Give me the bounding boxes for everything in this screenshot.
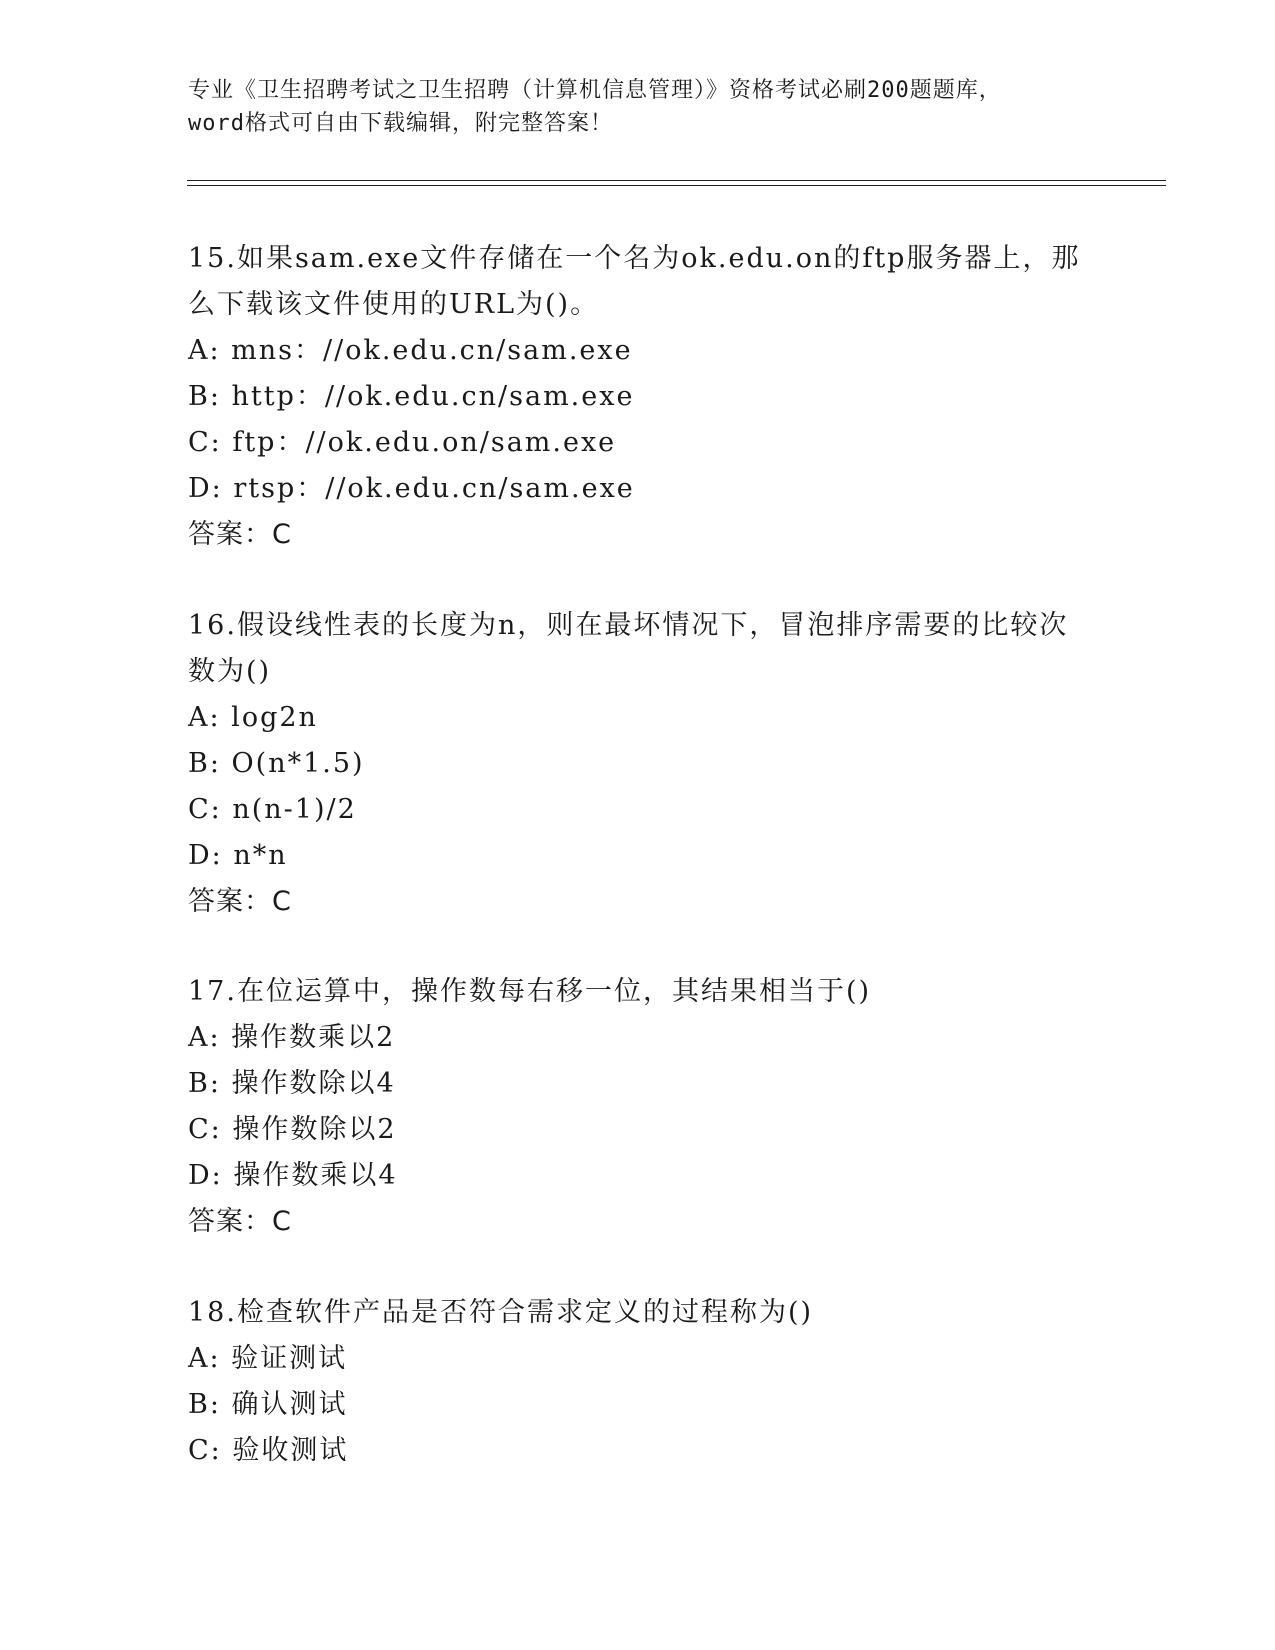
option-a: A: 验证测试 bbox=[188, 1343, 348, 1374]
option-d: D: rtsp：//ok.edu.cn/sam.exe bbox=[188, 473, 635, 504]
question-18 bbox=[188, 1290, 1088, 1474]
option-c: C: 操作数除以2 bbox=[188, 1114, 397, 1145]
option-c: C: 验收测试 bbox=[188, 1435, 349, 1466]
question-stem-line: 么下载该文件使用的URL为()。 bbox=[188, 289, 600, 320]
answer-label: 答案：C bbox=[188, 886, 292, 917]
question-15 bbox=[188, 236, 1088, 558]
answer-label: 答案：C bbox=[188, 519, 292, 550]
header-line-1: 专业《卫生招聘考试之卫生招聘（计算机信息管理）》资格考试必刷200题题库， bbox=[188, 78, 1002, 103]
header-divider-bottom bbox=[187, 185, 1166, 186]
question-stem-line: 18.检查软件产品是否符合需求定义的过程称为() bbox=[188, 1297, 814, 1328]
question-16 bbox=[188, 603, 1088, 925]
option-b: B: O(n*1.5) bbox=[188, 748, 365, 779]
option-c: C: ftp：//ok.edu.on/sam.exe bbox=[188, 427, 617, 458]
option-c: C: n(n-1)/2 bbox=[188, 794, 357, 825]
option-a: A: mns：//ok.edu.cn/sam.exe bbox=[188, 335, 633, 366]
document-header bbox=[188, 74, 1088, 140]
option-a: A: 操作数乘以2 bbox=[188, 1022, 396, 1053]
option-d: D: 操作数乘以4 bbox=[188, 1160, 398, 1191]
question-17 bbox=[188, 969, 1088, 1245]
option-d: D: n*n bbox=[188, 840, 288, 871]
option-b: B: 操作数除以4 bbox=[188, 1068, 396, 1099]
header-line-2: word格式可自由下载编辑，附完整答案！ bbox=[188, 111, 613, 136]
question-stem-line: 16.假设线性表的长度为n，则在最坏情况下，冒泡排序需要的比较次 bbox=[188, 610, 1069, 641]
option-b: B: 确认测试 bbox=[188, 1389, 348, 1420]
question-stem-line: 15.如果sam.exe文件存储在一个名为ok.edu.on的ftp服务器上，那 bbox=[188, 243, 1081, 274]
option-a: A: log2n bbox=[188, 702, 318, 733]
question-stem-line: 数为() bbox=[188, 656, 272, 687]
question-stem-line: 17.在位运算中，操作数每右移一位，其结果相当于() bbox=[188, 976, 872, 1007]
option-b: B: http：//ok.edu.cn/sam.exe bbox=[188, 381, 635, 412]
header-divider-top bbox=[187, 180, 1166, 181]
answer-label: 答案：C bbox=[188, 1206, 292, 1237]
